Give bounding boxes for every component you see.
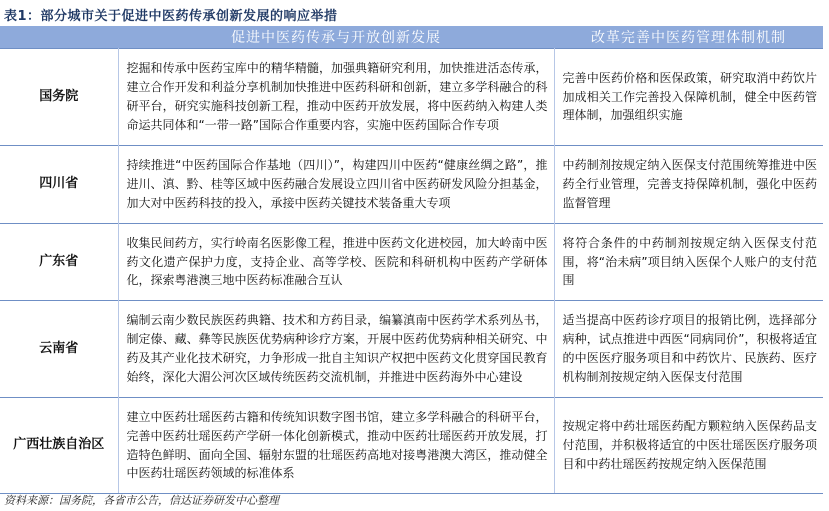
header-management-reform: 改革完善中医药管理体制机制	[554, 26, 823, 49]
policy-table	[0, 26, 823, 494]
table-title: 表1：部分城市关于促进中医药传承创新发展的响应举措	[4, 9, 338, 24]
table-row	[0, 224, 823, 301]
table-header-row	[0, 26, 823, 49]
reform-cell: 中药制剂按规定纳入医保支付范围统筹推进中医药全行业管理，完善支持保障机制，强化中医药监督管理	[554, 146, 823, 224]
innovation-cell: 建立中医药壮瑶医药古籍和传统知识数字图书馆，建立多学科融合的科研平台，完善中医药壮瑶医药产学研一体化创新模式，推动中医药壮瑶医药开放发展，打造特色鲜明、面向全国、辐射东盟的壮瑶医药高地对接粤港澳大湾区，推动健全中医药壮瑶医药领域的标准体系	[118, 398, 554, 494]
innovation-cell: 收集民间药方，实行岭南名医影像工程，推进中医药文化进校园，加大岭南中医药文化遗产保护力度，支持企业、高等学校、医院和科研机构中医药产学研体化，探索粤港澳三地中医药标准融合互认	[118, 224, 554, 301]
region-cell: 广西壮族自治区	[0, 398, 118, 494]
innovation-cell: 挖掘和传承中医药宝库中的精华精髓，加强典籍研究利用，加快推进活态传承，建立合作开发和利益分享机制加快推进中医药科研和创新，建立多学科融合的科研平台，研究实施科技创新工程，推动中医药开放发展，将中医药纳入构建人类命运共同体和“一带一路”国际合作重要内容，实施中医药国际合作专项	[118, 49, 554, 146]
innovation-cell: 编制云南少数民族医药典籍、技术和方药目录，编纂滇南中医药学术系列丛书，制定傣、藏、彝等民族医优势病种诊疗方案，开展中医药优势病种相关研究、中药及其产业化技术研究，力争形成一批自主知识产权把中医药文化贯穿国民教育始终，深化大湄公河次区域传统医药交流机制，并推进中医药海外中心建设	[118, 301, 554, 398]
reform-cell: 按规定将中药壮瑶医药配方颗粒纳入医保药品支付范围，并积极将适宜的中医壮瑶医医疗服务项目和中药壮瑶医药按规定纳入医保范围	[554, 398, 823, 494]
table-row	[0, 49, 823, 146]
header-inheritance-innovation: 促进中医药传承与开放创新发展	[118, 26, 554, 49]
table-row	[0, 301, 823, 398]
source-note: 资料来源：国务院，各省市公告，信达证券研发中心整理	[4, 494, 279, 507]
region-cell: 广东省	[0, 224, 118, 301]
region-cell: 国务院	[0, 49, 118, 146]
table-row	[0, 146, 823, 224]
region-cell: 云南省	[0, 301, 118, 398]
region-cell: 四川省	[0, 146, 118, 224]
innovation-cell: 持续推进“中医药国际合作基地（四川）”，构建四川中医药“健康丝绸之路”，推进川、滇、黔、桂等区域中医药融合发展设立四川省中医药研发风险分担基金，加大对中医药科技的投入，承接中医药关键技术装备重大专项	[118, 146, 554, 224]
reform-cell: 适当提高中医药诊疗项目的报销比例，选择部分病种，试点推进中西医“同病同价”，积极将适宜的中医医疗服务项目和中药饮片、民族药、医疗机构制剂按规定纳入医保支付范围	[554, 301, 823, 398]
header-region	[0, 26, 118, 49]
reform-cell: 完善中医药价格和医保政策，研究取消中药饮片加成相关工作完善投入保障机制，健全中医药管理体制，加强组织实施	[554, 49, 823, 146]
reform-cell: 将符合条件的中药制剂按规定纳入医保支付范围，将“治未病”项目纳入医保个人账户的支付范围	[554, 224, 823, 301]
table-row	[0, 398, 823, 494]
